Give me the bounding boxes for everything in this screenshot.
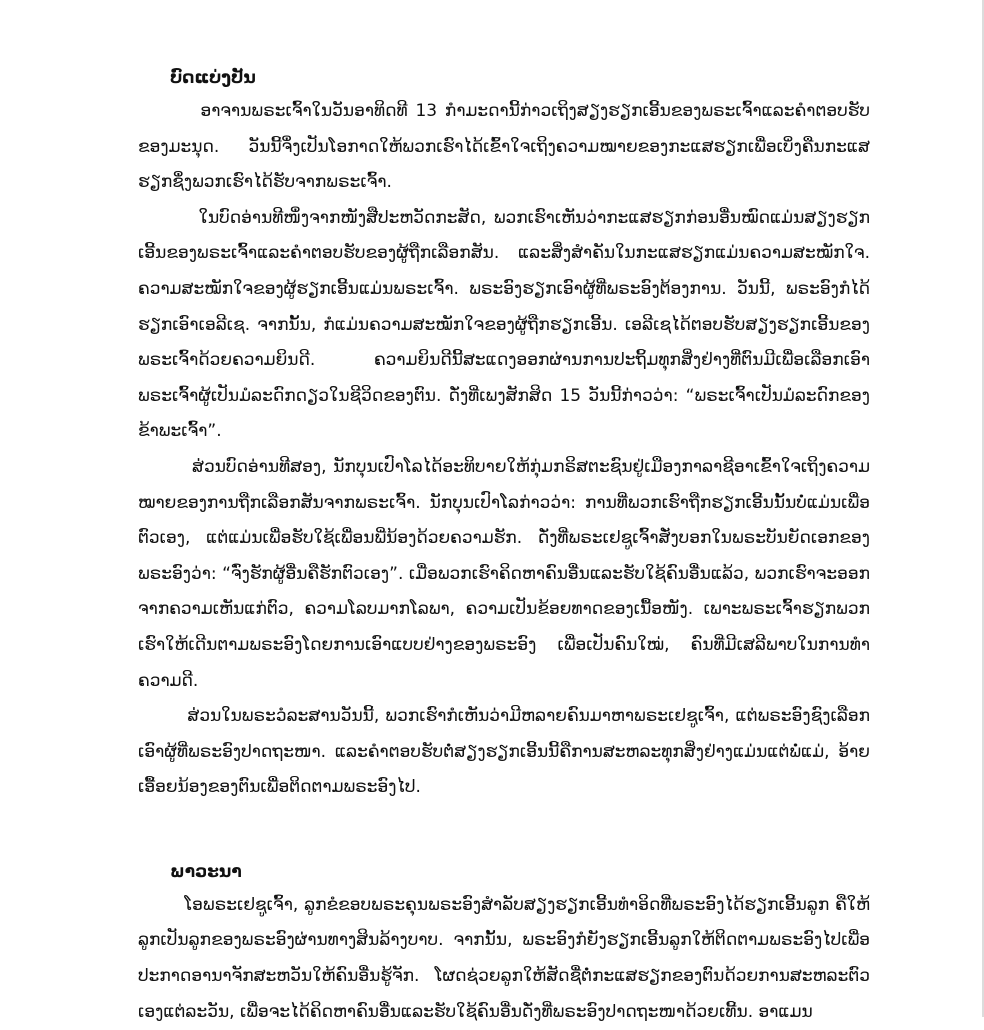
reflection-paragraph-3: ສ່ວນບົດອ່ານທີສອງ, ນັກບຸນເປົາໂລໄດ້ອະທິບາຍໃຫ້ກຸ່ມກຣິສຕະຊົນຢູ່ເມືອງກາລາຊີອາເຂົ້າໃຈເຖິງຄວາມໝາຍຂອງການຖືກເລືອກສັນຈາກພຣະເຈົ້າ. ນັກບຸນເປົາໂລກ່າວວ່າ: ການທີ່ພວກເຮົາຖືກຮຽກເອີ້ນນັ້ນບໍ່ແມ່ນເພື່ອຕົວເອງ, ແຕ່ແມ່ນເພື່ອຮັບໃຊ້ເພື່ອນພີ່ນ້ອງດ້ວຍຄວາມຮັກ. ດັ່ງທີ່ພຣະເຢຊູເຈົ້າສັ່ງບອກໃນພຣະບັນຍັດເອກຂອງພຣະອົງວ່າ: “ຈົ່ງຮັກຜູ້ອື່ນຄືຮັກຕົວເອງ”. ເມື່ອພວກເຮົາຄິດຫາຄົນອື່ນແລະຮັບໃຊ້ຄົນອື່ນແລ້ວ, ພວກເຮົາຈະອອກຈາກຄວາມເຫັນແກ່ຕົວ, ຄວາມໂລບມາກໂລພາ, ຄວາມເປັນຂ້ອຍທາດຂອງເນື້ອໜັງ. ເພາະພຣະເຈົ້າຮຽກພວກເຮົາໃຫ້ເດີນຕາມພຣະອົງໂດຍການເອົາແບບຢ່າງຂອງພຣະອົງ ເພື່ອເປັນຄົນໃໝ່, ຄົນທີ່ມີເສລີພາບໃນການທຳຄວາມດີ.: [138, 456, 871, 691]
reflection-paragraph-1: ອາຈານພຣະເຈົ້າໃນວັນອາທິດທີ 13 ກຳມະດານີ້ກ່າວເຖິງສຽງຮຽກເອີ້ນຂອງພຣະເຈົ້າແລະຄຳຕອບຮັບຂອງມະນຸດ. ວັນນີ້ຈຶ່ງເປັນໂອກາດໃຫ້ພວກເຮົາໄດ້ເຂົ້າໃຈເຖິງຄວາມໝາຍຂອງກະແສຮຽກເພື່ອເບິ່ງຄືນກະແສຮຽກຊຶ່ງພວກເຮົາໄດ້ຮັບຈາກພຣະເຈົ້າ.: [138, 101, 870, 193]
reflection-heading: ບົດແບ່ງປັນ: [170, 68, 256, 88]
prayer-heading: ພາວະນາ: [170, 861, 242, 882]
prayer-paragraph: ໂອພຣະເຢຊູເຈົ້າ, ລູກຂໍຂອບພຣະຄຸນພຣະອົງສຳລັບສຽງຮຽກເອີ້ນທຳອິດທີ່ພຣະອົງໄດ້ຮຽກເອີ້ນລູກ ຄືໃຫ້ລູກເປັນລູກຂອງພຣະອົງຜ່ານທາງສິນລ້າງບາບ. ຈາກນັ້ນ, ພຣະອົງກໍຍັງຮຽກເອີ້ນລູກໃຫ້ຕິດຕາມພຣະອົງໄປເພື່ອປະກາດອານາຈັກສະຫວັນໃຫ້ຄົນອື່ນຮູ້ຈັກ. ໂຜດຊ່ວຍລູກໃຫ້ສັດຊື່ຕໍ່ກະແສຮຽກຂອງຕົນດ້ວຍການສະຫລະຕົວເອງແຕ່ລະວັນ, ເພື່ອຈະໄດ້ຄິດຫາຄົນອື່ນແລະຮັບໃຊ້ຄົນອື່ນດັ່ງທີ່ພຣະອົງປາດຖະໜາດ້ວຍເທີ້ນ. ອາແມນ: [138, 894, 870, 1022]
reflection-paragraph-2: ໃນບົດອ່ານທີໜຶ່ງຈາກໜັງສືປະຫວັດກະສັດ, ພວກເຮົາເຫັນວ່າກະແສຮຽກກ່ອນອື່ນໝົດແມ່ນສຽງຮຽກເອີ້ນຂອງພຣະເຈົ້າແລະຄຳຕອບຮັບຂອງຜູ້ຖືກເລືອກສັນ. ແລະສິ່ງສຳຄັນໃນກະແສຮຽກແມ່ນຄວາມສະໝັກໃຈ. ຄວາມສະໝັກໃຈຂອງຜູ້ຮຽກເອີ້ນແມ່ນພຣະເຈົ້າ. ພຣະອົງຮຽກເອົາຜູ້ທີ່ພຣະອົງຕ້ອງການ. ວັນນີ້, ພຣະອົງກໍໄດ້ຮຽກເອົາເອລີເຊ. ຈາກນັ້ນ, ກໍແມ່ນຄວາມສະໝັກໃຈຂອງຜູ້ຖືກຮຽກເອີ້ນ. ເອລີເຊໄດ້ຕອບຮັບສຽງຮຽກເອີ້ນຂອງພຣະເຈົ້າດ້ວຍຄວາມຍິນດີ. ຄວາມຍິນດີນີ້ສະແດງອອກຜ່ານການປະຖິ້ມທຸກສິ່ງຢ່າງທີ່ຕົນມີເພື່ອເລືອກເອົາພຣະເຈົ້າຜູ້ເປັນມໍລະດົກດຽວໃນຊີວິດຂອງຕົນ. ດັ່ງທີ່ເພງສັກສິດ 15 ວັນນີ້ກ່າວວ່າ: “ພຣະເຈົ້າເປັນມໍລະດົກຂອງຂ້າພະເຈົ້າ”.: [138, 207, 876, 442]
reflection-paragraph-4: ສ່ວນໃນພຣະວໍລະສານວັນນີ້, ພວກເຮົາກໍເຫັນວ່າມີຫລາຍຄົນມາຫາພຣະເຢຊູເຈົ້າ, ແຕ່ພຣະອົງຊົງເລືອກເອົາຜູ້ທີ່ພຣະອົງປາດຖະໜາ. ແລະຄຳຕອບຮັບຕໍ່ສຽງຮຽກເອີ້ນນີ້ຄືການສະຫລະທຸກສິ່ງຢ່າງແມ່ນແຕ່ພໍ່ແມ່, ອ້າຍເອື້ອຍນ້ອງຂອງຕົນເພື່ອຕິດຕາມພຣະອົງໄປ.: [138, 706, 871, 798]
section-spacer: [170, 806, 870, 856]
text-column: [138, 62, 876, 1030]
